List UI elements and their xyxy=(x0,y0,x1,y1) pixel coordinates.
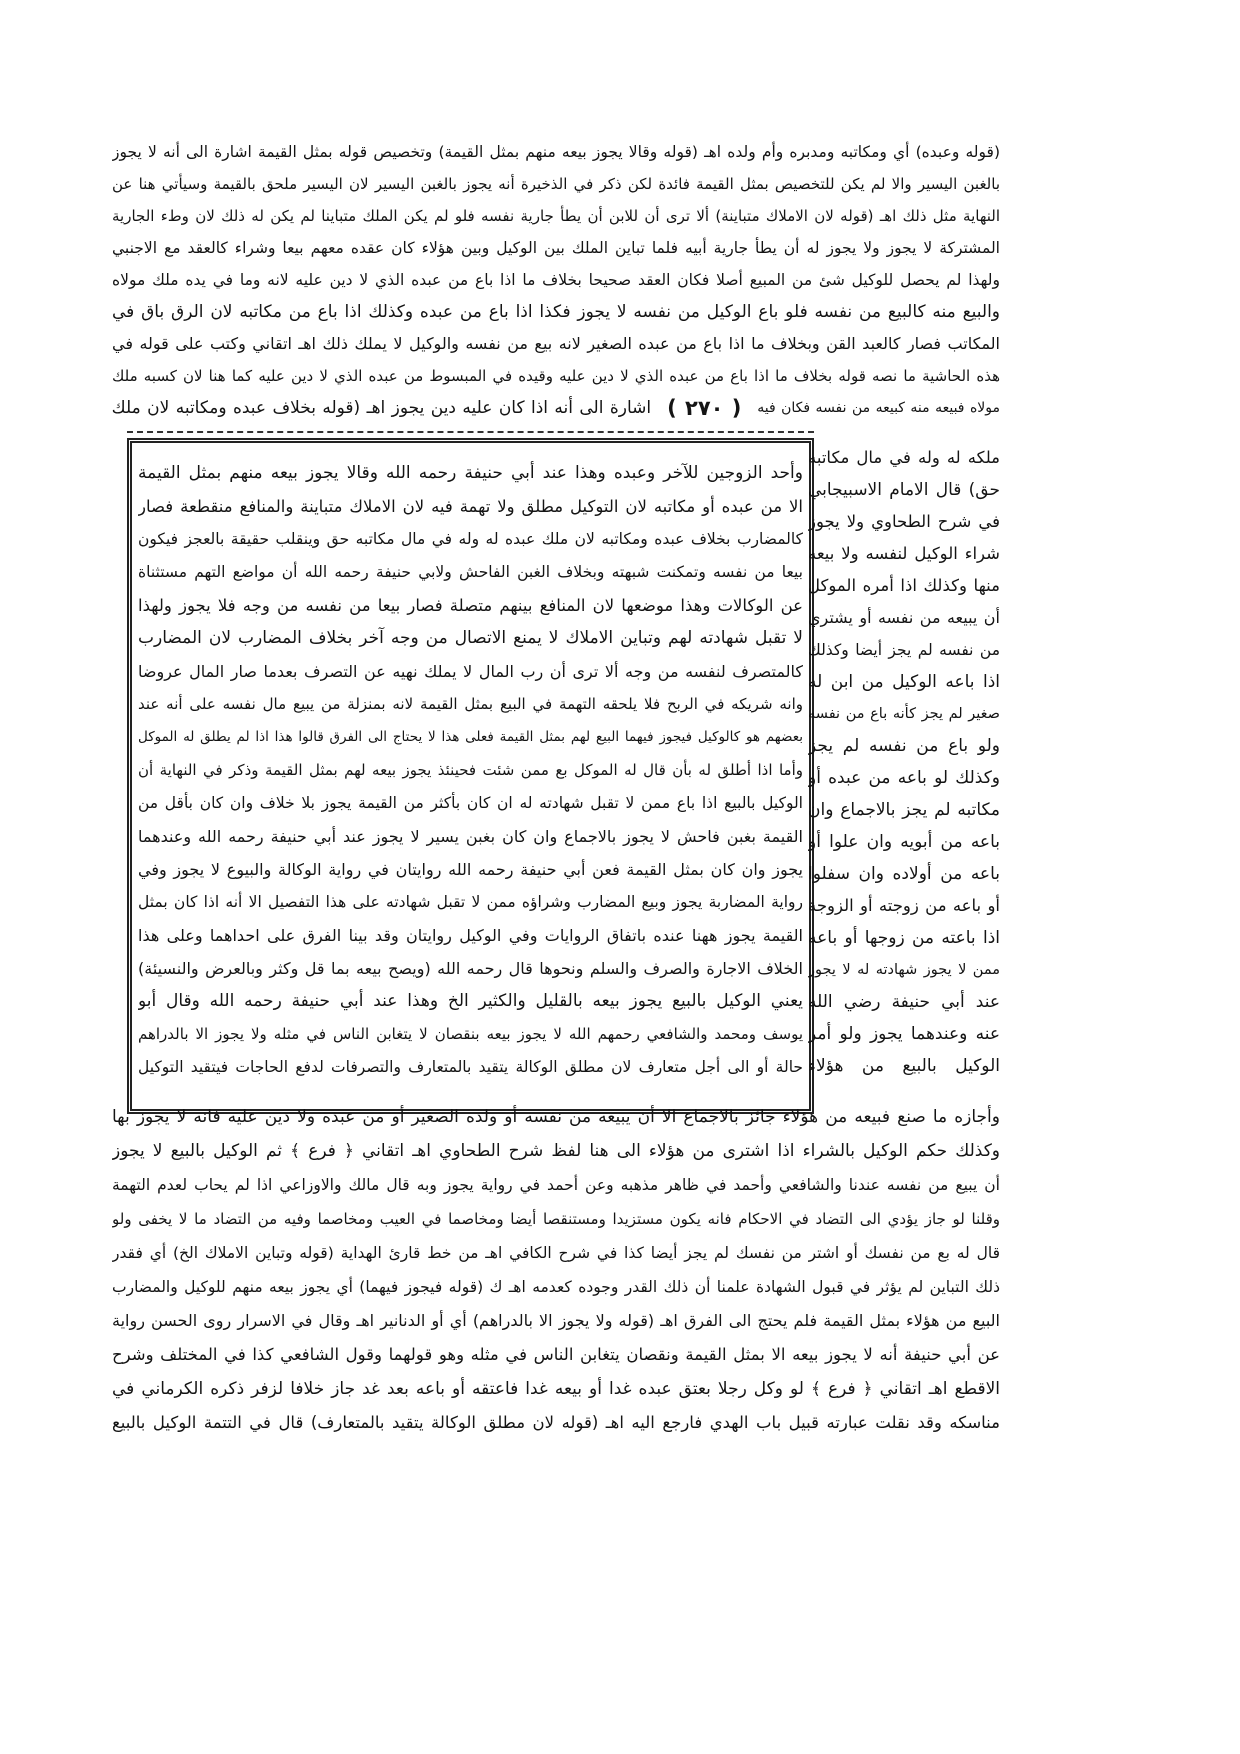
bottom-note-line: عن أبي حنيفة أنه لا يجوز بيعه الا بمثل القيمة ونقصان يتغابن الناس في مثله وهو قولهما وقول الشافعي كذا في المختلف وشرح xyxy=(112,1345,1000,1364)
top-note-line: والبيع منه كالبيع من نفسه فلو باع الوكيل من نفسه لا يجوز فكذا اذا باع من عبده وكذلك اذا باع من مكاتبه لان الرق باق في xyxy=(112,302,1000,322)
side-note-line: مكاتبه لم يجز بالاجماع وان xyxy=(808,800,1000,820)
side-note-line: حق) قال الامام الاسبيجابي xyxy=(808,480,1000,500)
side-note-line: اذا باعته من زوجها أو باعه xyxy=(808,928,1000,948)
bottom-note-line: وأجازه ما صنع فبيعه من هؤلاء جائز بالاجماع الا أن يبيعه من نفسه أو ولده الصغير أو من عبده ولا دين عليه فانه لا يجوز بها xyxy=(112,1107,1000,1127)
main-text-line: القيمة يجوز ههنا عنده باتفاق الروايات وفي الوكيل روايتان وقد بينا الفرق على احداهما وعلى هذا xyxy=(138,926,803,945)
side-note-line: منها وكذلك اذا أمره الموكل xyxy=(808,576,1000,595)
top-note-line: ولهذا لم يحصل للوكيل شئ من المبيع أصلا فكان العقد صحيحا بخلاف ما اذا باع من عبده الذي لا دين عليه لانه وما في يده ملك مولاه xyxy=(112,271,1000,289)
main-text-line: بيعا من نفسه وتمكنت شبهته وبخلاف الغبن الفاحش ولابي حنيفة رحمه الله أن مواضع التهم مستثناة xyxy=(138,563,803,581)
side-note-line: شراء الوكيل لنفسه ولا بيعه xyxy=(808,544,1000,563)
side-note-line: وكذلك لو باعه من عبده أو xyxy=(808,768,1000,788)
bottom-note-line: وقلنا لو جاز يؤدي الى التضاد في الاحكام فانه يكون مستزيدا ومستنقصا أيضا ومخاصما في العيب ومخاصما وفيه من التضاد ما لا يخفى ولو xyxy=(112,1210,1000,1228)
top-note-line: المشتركة لا يجوز ولا يجوز له أن يطأ جارية أبيه فلما تباين الملك بين الوكيل وبين هؤلاء كان عقده معهم بيعا وشراء كالعقد مع الاجنبي xyxy=(112,239,1000,257)
main-text-line: لا تقبل شهادته لهم وتباين الاملاك لا يمنع الاتصال من وجه آخر بخلاف المضارب لان المضارب xyxy=(138,628,803,648)
side-note-line: ممن لا يجوز شهادته له لا يجوز xyxy=(808,962,1000,978)
bottom-note-line: الاقطع اهـ اتقاني ﴿ فرع ﴾ لو وكل رجلا بعتق عبده غدا أو بيعه غدا فاعتقه أو باعه بعد غد جاز خلافا لزفر ذكره الكرماني في xyxy=(112,1379,1000,1399)
bottom-note-line: أن يبيع من نفسه عندنا والشافعي وأحمد في ظاهر مذهبه وعن أحمد في رواية يجوز وبه قال مالك والاوزاعي اذا لم يحاب لعدم التهمة xyxy=(112,1176,1000,1194)
side-note-line: عنه وعندهما يجوز ولو أمر xyxy=(808,1024,1000,1044)
top-notes-lines xyxy=(112,136,1000,392)
side-note-line: باعه من أبويه وان علوا أو xyxy=(808,832,1000,852)
side-note-line: اذا باعه الوكيل من ابن له xyxy=(808,672,1000,692)
top-note-line: هذه الحاشية ما نصه قوله بخلاف ما اذا باع من عبده الذي لا دين عليه وقيده في المبسوط من عبده الذي لا دين عليه كما هنا لان كسبه ملك xyxy=(112,367,1000,385)
main-text-line: وأحد الزوجين للآخر وعبده وهذا عند أبي حنيفة رحمه الله وقالا يجوز بيعه منهم بمثل القيمة xyxy=(138,463,803,483)
main-text-line: يوسف ومحمد والشافعي رحمهم الله لا يجوز بيعه بنقصان لا يتغابن الناس في مثله ولا يجوز الا بالدراهم xyxy=(138,1025,803,1043)
main-text-line: كالمضارب بخلاف عبده ومكاتبه لان ملك عبده له وله في مال مكاتبه حق وينقلب حقيقة بالعجز فيكون xyxy=(138,530,803,548)
bottom-note-line: البيع من هؤلاء بمثل القيمة فلم يحتج الى الفرق اهـ (قوله ولا يجوز الا بالدراهم) أي أو الدنانير اهـ وقال في الاسرار روى الحسن رواية xyxy=(112,1311,1000,1330)
side-note-line: من نفسه لم يجز أيضا وكذلك xyxy=(808,641,1000,659)
main-text-line: الخلاف الاجارة والصرف والسلم ونحوها قال رحمه الله (ويصح بيعه بما قل وكثر وبالعرض والنسيئة) xyxy=(138,959,803,978)
top-note-line: المكاتب فصار كالعبد القن وبخلاف ما اذا باع من عبده الصغير لانه بيع من نفسه والوكيل لا يملك ذلك اهـ اتقاني وكتب على قوله في xyxy=(112,334,1000,353)
bottom-note-line: قال له بع من نفسك أو اشتر من نفسك لم يجز أيضا كذا في شرح الكافي اهـ من خط قارئ الهداية (قوله وتباين الاملاك الخ) أي فقدر xyxy=(112,1244,1000,1262)
note-line-right-part: مولاه فبيعه منه كبيعه من نفسه فكان فيه xyxy=(757,400,1000,416)
main-text-line: الوكيل بالبيع اذا باع ممن لا تقبل شهادته له ان كان بأكثر من القيمة يجوز بلا خلاف وان كان بأقل من xyxy=(138,794,803,812)
main-text-box xyxy=(127,438,814,1114)
side-note-line: أو باعه من زوجته أو الزوجة xyxy=(808,896,1000,915)
side-note-line: ملكه له وله في مال مكاتبه xyxy=(808,448,1000,467)
top-note-line: (قوله وعبده) أي ومكاتبه ومدبره وأم ولده اهـ (قوله وقالا يجوز بيعه منهم بمثل القيمة) وتخصيص قوله بمثل القيمة اشارة الى أنه لا يجوز xyxy=(112,143,1000,161)
main-text-line: يعني الوكيل بالبيع يجوز بيعه بالقليل والكثير الخ وهذا عند أبي حنيفة رحمه الله وقال أبو xyxy=(138,991,803,1011)
main-text-line: القيمة بغبن فاحش لا يجوز بالاجماع وان كان بغبن يسير لا يجوز عند أبي حنيفة رحمه الله وعندهما xyxy=(138,827,803,846)
side-note-line: أن يبيعه من نفسه أو يشتري xyxy=(808,608,1000,627)
main-text-line: عن الوكالات وهذا موضعها لان المنافع بينهم متصلة فصار بيعا من نفسه من وجه فلا يجوز ولهذا xyxy=(138,596,803,615)
main-text-line: حالة أو الى أجل متعارف لان مطلق الوكالة يتقيد بالمتعارف والتصرفات لدفع الحاجات فيتقيد التوكيل xyxy=(138,1058,803,1076)
side-margin-notes xyxy=(808,442,1000,1082)
bottom-note-line: وكذلك حكم الوكيل بالشراء اذا اشترى من هؤلاء الى هنا لفظ شرح الطحاوي اهـ اتقاني ﴿ فرع ﴾ ثم الوكيل بالبيع لا يجوز xyxy=(112,1141,1000,1161)
bottom-margin-notes xyxy=(112,1100,1000,1440)
main-text-line: يجوز وان كان بمثل القيمة فعن أبي حنيفة رحمه الله روايتان في رواية الوكالة والبيوع لا يجوز وفي xyxy=(138,860,803,879)
main-text-line: كالمتصرف لنفسه من وجه ألا ترى أن رب المال لا يملك نهيه عن التصرف بعدما صار المال عروضا xyxy=(138,662,803,681)
page-number: ( ٢٧٠ ) xyxy=(667,396,742,420)
side-note-line: الوكيل بالبيع من هؤلاء xyxy=(808,1056,1000,1076)
main-text-line: وانه شريكه في الربح فلا يلحقه التهمة في البيع بمثل القيمة لانه بمنزلة من يبيع مال نفسه على أنه عند xyxy=(138,695,803,713)
top-notes-last-line xyxy=(112,392,1000,424)
side-note-line: صغير لم يجز كأنه باع من نفسه xyxy=(808,706,1000,722)
main-text-line: وأما اذا أطلق له بأن قال له الموكل بع ممن شئت فحينئذ يجوز بيعه لهم بمثل القيمة وذكر في النهاية أن xyxy=(138,761,803,779)
top-note-line: بالغبن اليسير والا لم يكن للتخصيص بمثل القيمة فائدة لكن ذكر في الذخيرة أنه يجوز بالغبن اليسير لان اليسير ملحق بالقيمة وسيأتي هنا عن xyxy=(112,175,1000,193)
main-text-line: بعضهم هو كالوكيل فيجوز فيهما البيع لهم بمثل القيمة فعلى هذا لا يحتاج الى الفرق قالوا هذا اذا لم يطلق له الموكل xyxy=(138,729,803,745)
main-text-line: الا من عبده أو مكاتبه لان التوكيل مطلق ولا تهمة فيه لان الاملاك متباينة والمنافع منقطعة فصار xyxy=(138,497,803,516)
main-text-line: رواية المضاربة يجوز وبيع المضارب وشراؤه ممن لا تقبل شهادته على هذا التفصيل الا أنه اذا كان بمثل xyxy=(138,893,803,911)
top-note-line: النهاية مثل ذلك اهـ (قوله لان الاملاك متباينة) ألا ترى أن للابن أن يطأ جارية نفسه فلو لم يكن الملك متباينا لم يكن له ذلك لان وطء الجارية xyxy=(112,207,1000,225)
side-note-line: في شرح الطحاوي ولا يجوز xyxy=(808,512,1000,531)
side-note-line: ولو باع من نفسه لم يجز xyxy=(808,736,1000,756)
side-note-line: باعه من أولاده وان سفلوا xyxy=(808,864,1000,884)
top-margin-notes xyxy=(112,136,1000,424)
bottom-note-line: مناسكه وقد نقلت عبارته قبيل باب الهدي فارجع اليه اهـ (قوله لان مطلق الوكالة يتقيد بالمتعارف) قال في التتمة الوكيل بالبيع xyxy=(112,1413,1000,1432)
side-note-line: عند أبي حنيفة رضي الله xyxy=(808,992,1000,1012)
note-line-left-part: اشارة الى أنه اذا كان عليه دين يجوز اهـ (قوله بخلاف عبده ومكاتبه لان ملك xyxy=(112,398,652,418)
bottom-note-line: ذلك التباين لم يؤثر في قبول الشهادة علمنا أن ذلك القدر وجوده كعدمه اهـ ك (قوله فيجوز فيهما) أي يجوز بيعه منهم للوكيل والمضارب xyxy=(112,1278,1000,1296)
